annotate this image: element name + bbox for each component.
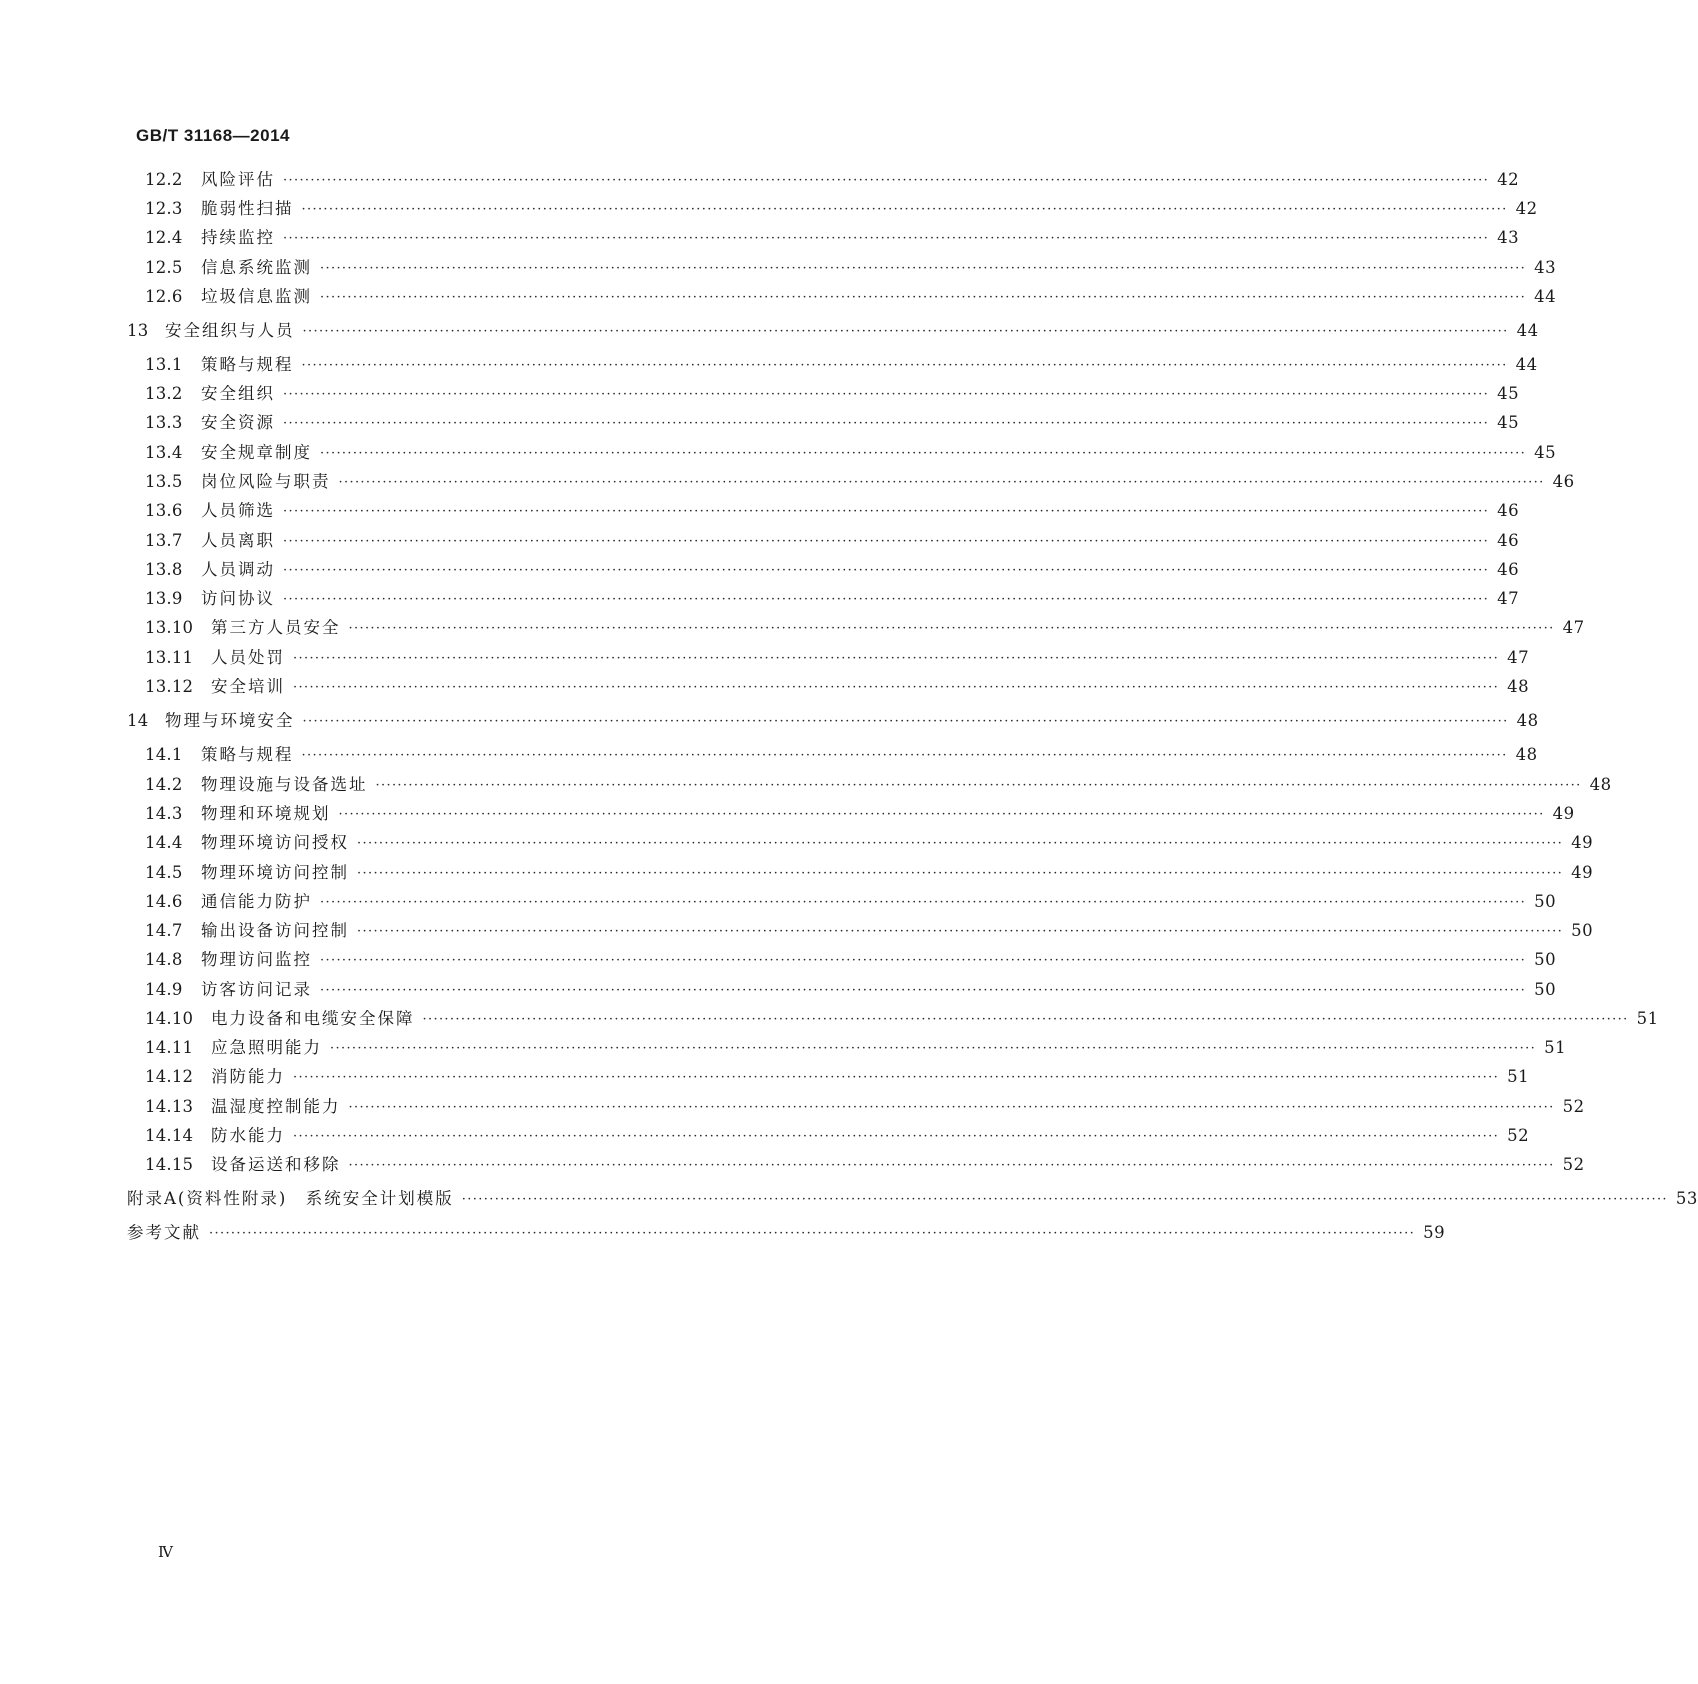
toc-dot-leader: ···························································································································································································································· <box>348 1100 1555 1115</box>
toc-entry-page: 52 <box>1562 1097 1585 1116</box>
toc-entry-title: 设备运送和移除 <box>211 1155 341 1174</box>
toc-entry-number: 14.14 <box>145 1126 194 1145</box>
toc-entry-number: 14.11 <box>145 1038 194 1057</box>
toc-dot-leader: ···························································································································································································································· <box>209 1226 1416 1241</box>
toc-entry-page: 44 <box>1516 321 1539 340</box>
toc-entry-number: 14.2 <box>145 775 183 794</box>
toc-entry[interactable] <box>145 861 1594 885</box>
toc-entry-page: 45 <box>1497 413 1520 432</box>
toc-entry[interactable] <box>145 831 1594 855</box>
toc-entry-title: 参考文献 <box>127 1223 201 1242</box>
toc-entry[interactable] <box>145 353 1538 377</box>
toc-entry-page: 47 <box>1562 618 1585 637</box>
toc-entry-title: 防水能力 <box>211 1126 285 1145</box>
toc-dot-leader: ···························································································································································································································· <box>293 1129 1500 1144</box>
toc-entry-page: 43 <box>1497 228 1520 247</box>
toc-entry[interactable] <box>145 382 1520 406</box>
toc-entry-page: 52 <box>1562 1155 1585 1174</box>
toc-entry-page: 43 <box>1534 258 1557 277</box>
toc-entry-title: 岗位风险与职责 <box>201 472 331 491</box>
toc-entry[interactable] <box>127 1187 1698 1211</box>
toc-entry-page: 53 <box>1675 1189 1698 1208</box>
toc-entry-page: 50 <box>1534 892 1557 911</box>
toc-entry-title: 策略与规程 <box>201 355 294 374</box>
toc-entry-number: 13.3 <box>145 413 183 432</box>
toc-entry-title: 消防能力 <box>211 1067 285 1086</box>
toc-dot-leader: ···························································································································································································································· <box>301 748 1508 763</box>
toc-dot-leader: ···························································································································································································································· <box>301 202 1508 217</box>
toc-entry-number: 12.3 <box>145 199 183 218</box>
toc-entry-page: 49 <box>1571 863 1594 882</box>
toc-entry[interactable] <box>145 1007 1659 1031</box>
toc-entry-title: 人员处罚 <box>211 648 285 667</box>
toc-entry-title: 温湿度控制能力 <box>211 1097 341 1116</box>
toc-entry-number: 14.4 <box>145 833 183 852</box>
toc-dot-leader: ···························································································································································································································· <box>357 924 1564 939</box>
toc-entry[interactable] <box>145 743 1538 767</box>
toc-entry-number: 14.10 <box>145 1009 194 1028</box>
toc-entry-title: 访客访问记录 <box>201 980 312 999</box>
standard-code-header: GB/T 31168—2014 <box>136 126 290 145</box>
toc-entry[interactable] <box>145 1124 1530 1148</box>
toc-entry[interactable] <box>145 978 1557 1002</box>
toc-entry[interactable] <box>145 773 1612 797</box>
toc-entry-title: 物理与环境安全 <box>165 711 295 730</box>
toc-entry[interactable] <box>145 558 1520 582</box>
page-number: Ⅳ <box>158 1543 173 1561</box>
toc-entry-number: 14.5 <box>145 863 183 882</box>
toc-entry[interactable] <box>145 441 1557 465</box>
toc-entry-title: 人员离职 <box>201 531 275 550</box>
toc-entry-title: 第三方人员安全 <box>211 618 341 637</box>
toc-entry-page: 45 <box>1534 443 1557 462</box>
toc-entry-title: 脆弱性扫描 <box>201 199 294 218</box>
toc-entry[interactable] <box>145 1153 1585 1177</box>
toc-entry-title: 安全培训 <box>211 677 285 696</box>
toc-entry[interactable] <box>145 470 1575 494</box>
toc-entry-title: 物理访问监控 <box>201 950 312 969</box>
toc-dot-leader: ···························································································································································································································· <box>293 651 1500 666</box>
toc-entry-page: 46 <box>1552 472 1575 491</box>
toc-entry-title: 安全组织 <box>201 384 275 403</box>
toc-entry-page: 50 <box>1534 950 1557 969</box>
toc-entry[interactable] <box>145 1095 1585 1119</box>
toc-entry-title: 物理设施与设备选址 <box>201 775 368 794</box>
toc-dot-leader: ···························································································································································································································· <box>357 866 1564 881</box>
toc-entry[interactable] <box>145 1065 1530 1089</box>
toc-entry-number: 12.5 <box>145 258 183 277</box>
toc-entry[interactable] <box>145 285 1557 309</box>
toc-dot-leader: ···························································································································································································································· <box>320 446 1527 461</box>
toc-entry-number: 12.2 <box>145 170 183 189</box>
toc-dot-leader: ···························································································································································································································· <box>283 563 1490 578</box>
toc-dot-leader: ···························································································································································································································· <box>375 778 1582 793</box>
toc-entry-number: 12.4 <box>145 228 183 247</box>
toc-dot-leader: ···························································································································································································································· <box>338 807 1545 822</box>
toc-entry-title: 输出设备访问控制 <box>201 921 349 940</box>
toc-entry-page: 47 <box>1507 648 1530 667</box>
toc-entry-title: 安全组织与人员 <box>165 321 295 340</box>
toc-entry-title: 人员调动 <box>201 560 275 579</box>
toc-entry-title: 应急照明能力 <box>211 1038 322 1057</box>
toc-dot-leader: ···························································································································································································································· <box>320 895 1527 910</box>
toc-dot-leader: ···························································································································································································································· <box>461 1192 1668 1207</box>
toc-dot-leader: ···························································································································································································································· <box>330 1041 1537 1056</box>
toc-entry-title: 电力设备和电缆安全保障 <box>211 1009 415 1028</box>
toc-entry-number: 12.6 <box>145 287 183 306</box>
toc-entry-number: 13.11 <box>145 648 194 667</box>
toc-entry-page: 46 <box>1497 560 1520 579</box>
toc-dot-leader: ···························································································································································································································· <box>348 621 1555 636</box>
toc-entry-number: 13.6 <box>145 501 183 520</box>
toc-entry[interactable] <box>127 709 1539 733</box>
toc-entry-number: 13 <box>127 321 149 340</box>
toc-dot-leader: ···························································································································································································································· <box>283 416 1490 431</box>
toc-entry-number: 13.8 <box>145 560 183 579</box>
toc-entry[interactable] <box>145 919 1594 943</box>
toc-entry-page: 50 <box>1571 921 1594 940</box>
toc-entry-number: 13.9 <box>145 589 183 608</box>
toc-entry-page: 49 <box>1552 804 1575 823</box>
toc-entry[interactable] <box>145 529 1520 553</box>
toc-entry[interactable] <box>145 616 1585 640</box>
toc-entry[interactable] <box>145 890 1557 914</box>
toc-entry-number: 13.7 <box>145 531 183 550</box>
toc-entry-title: 人员筛选 <box>201 501 275 520</box>
toc-dot-leader: ···························································································································································································································· <box>422 1012 1629 1027</box>
toc-entry-number: 14 <box>127 711 149 730</box>
toc-entry-number: 14.1 <box>145 745 183 764</box>
toc-dot-leader: ···························································································································································································································· <box>283 504 1490 519</box>
toc-entry-title: 垃圾信息监测 <box>201 287 312 306</box>
toc-entry-title: 风险评估 <box>201 170 275 189</box>
toc-entry-number: 14.12 <box>145 1067 194 1086</box>
toc-entry-page: 51 <box>1636 1009 1659 1028</box>
toc-dot-leader: ···························································································································································································································· <box>320 983 1527 998</box>
toc-entry-number: 13.4 <box>145 443 183 462</box>
toc-dot-leader: ···························································································································································································································· <box>293 1070 1500 1085</box>
toc-entry-page: 46 <box>1497 501 1520 520</box>
toc-entry-page: 52 <box>1507 1126 1530 1145</box>
toc-entry-page: 50 <box>1534 980 1557 999</box>
toc-dot-leader: ···························································································································································································································· <box>283 387 1490 402</box>
toc-entry[interactable] <box>127 1221 1446 1245</box>
toc-entry-page: 48 <box>1507 677 1530 696</box>
toc-entry-page: 42 <box>1515 199 1538 218</box>
toc-entry[interactable] <box>145 226 1520 250</box>
toc-entry-number: 13.12 <box>145 677 194 696</box>
toc-entry-number: 14.15 <box>145 1155 194 1174</box>
toc-entry-page: 51 <box>1544 1038 1567 1057</box>
toc-entry[interactable] <box>145 499 1520 523</box>
toc-entry[interactable] <box>145 411 1520 435</box>
toc-entry[interactable] <box>145 197 1538 221</box>
toc-entry-page: 44 <box>1534 287 1557 306</box>
toc-dot-leader: ···························································································································································································································· <box>320 953 1527 968</box>
toc-entry[interactable] <box>145 802 1575 826</box>
toc-entry[interactable] <box>145 168 1520 192</box>
toc-entry-number: 13.5 <box>145 472 183 491</box>
toc-entry-number: 14.13 <box>145 1097 194 1116</box>
toc-dot-leader: ···························································································································································································································· <box>357 836 1564 851</box>
toc-entry-title: 安全资源 <box>201 413 275 432</box>
toc-dot-leader: ···························································································································································································································· <box>320 290 1527 305</box>
toc-entry-title: 信息系统监测 <box>201 258 312 277</box>
toc-entry[interactable] <box>145 587 1520 611</box>
toc-dot-leader: ···························································································································································································································· <box>320 261 1527 276</box>
toc-entry-number: 14.8 <box>145 950 183 969</box>
toc-entry-title: 安全规章制度 <box>201 443 312 462</box>
toc-entry-page: 46 <box>1497 531 1520 550</box>
toc-entry-page: 44 <box>1515 355 1538 374</box>
toc-entry-page: 48 <box>1515 745 1538 764</box>
toc-entry-page: 49 <box>1571 833 1594 852</box>
toc-dot-leader: ···························································································································································································································· <box>283 534 1490 549</box>
toc-entry-page: 48 <box>1516 711 1539 730</box>
toc-entry-title: 物理和环境规划 <box>201 804 331 823</box>
toc-entry-title: 策略与规程 <box>201 745 294 764</box>
toc-entry-number: 13.10 <box>145 618 194 637</box>
toc-entry-number: 14.6 <box>145 892 183 911</box>
toc-entry-title: 物理环境访问授权 <box>201 833 349 852</box>
toc-entry[interactable] <box>145 1036 1567 1060</box>
toc-entry-page: 48 <box>1589 775 1612 794</box>
toc-entry-page: 51 <box>1507 1067 1530 1086</box>
toc-entry[interactable] <box>145 256 1557 280</box>
toc-dot-leader: ···························································································································································································································· <box>283 592 1490 607</box>
toc-dot-leader: ···························································································································································································································· <box>301 358 1508 373</box>
toc-entry-page: 47 <box>1497 589 1520 608</box>
toc-entry[interactable] <box>145 646 1530 670</box>
toc-entry-title: 物理环境访问控制 <box>201 863 349 882</box>
toc-dot-leader: ···························································································································································································································· <box>338 475 1545 490</box>
toc-dot-leader: ···························································································································································································································· <box>348 1158 1555 1173</box>
toc-entry-page: 42 <box>1497 170 1520 189</box>
toc-entry-number: 14.3 <box>145 804 183 823</box>
toc-entry[interactable] <box>145 948 1557 972</box>
toc-entry-number: 13.1 <box>145 355 183 374</box>
toc-entry[interactable] <box>145 675 1530 699</box>
toc-entry-number: 14.7 <box>145 921 183 940</box>
toc-entry-page: 45 <box>1497 384 1520 403</box>
toc-dot-leader: ···························································································································································································································· <box>302 324 1509 339</box>
toc-entry-title: 持续监控 <box>201 228 275 247</box>
toc-entry[interactable] <box>127 319 1539 343</box>
toc-entry-number: 14.9 <box>145 980 183 999</box>
toc-entry-title: 附录A(资料性附录) 系统安全计划模版 <box>127 1189 454 1208</box>
toc-entry-title: 访问协议 <box>201 589 275 608</box>
toc-dot-leader: ···························································································································································································································· <box>302 714 1509 729</box>
toc-dot-leader: ···························································································································································································································· <box>283 173 1490 188</box>
toc-entry-title: 通信能力防护 <box>201 892 312 911</box>
toc-dot-leader: ···························································································································································································································· <box>283 231 1490 246</box>
toc-entry-number: 13.2 <box>145 384 183 403</box>
toc-entry-page: 59 <box>1423 1223 1446 1242</box>
toc-dot-leader: ···························································································································································································································· <box>293 680 1500 695</box>
